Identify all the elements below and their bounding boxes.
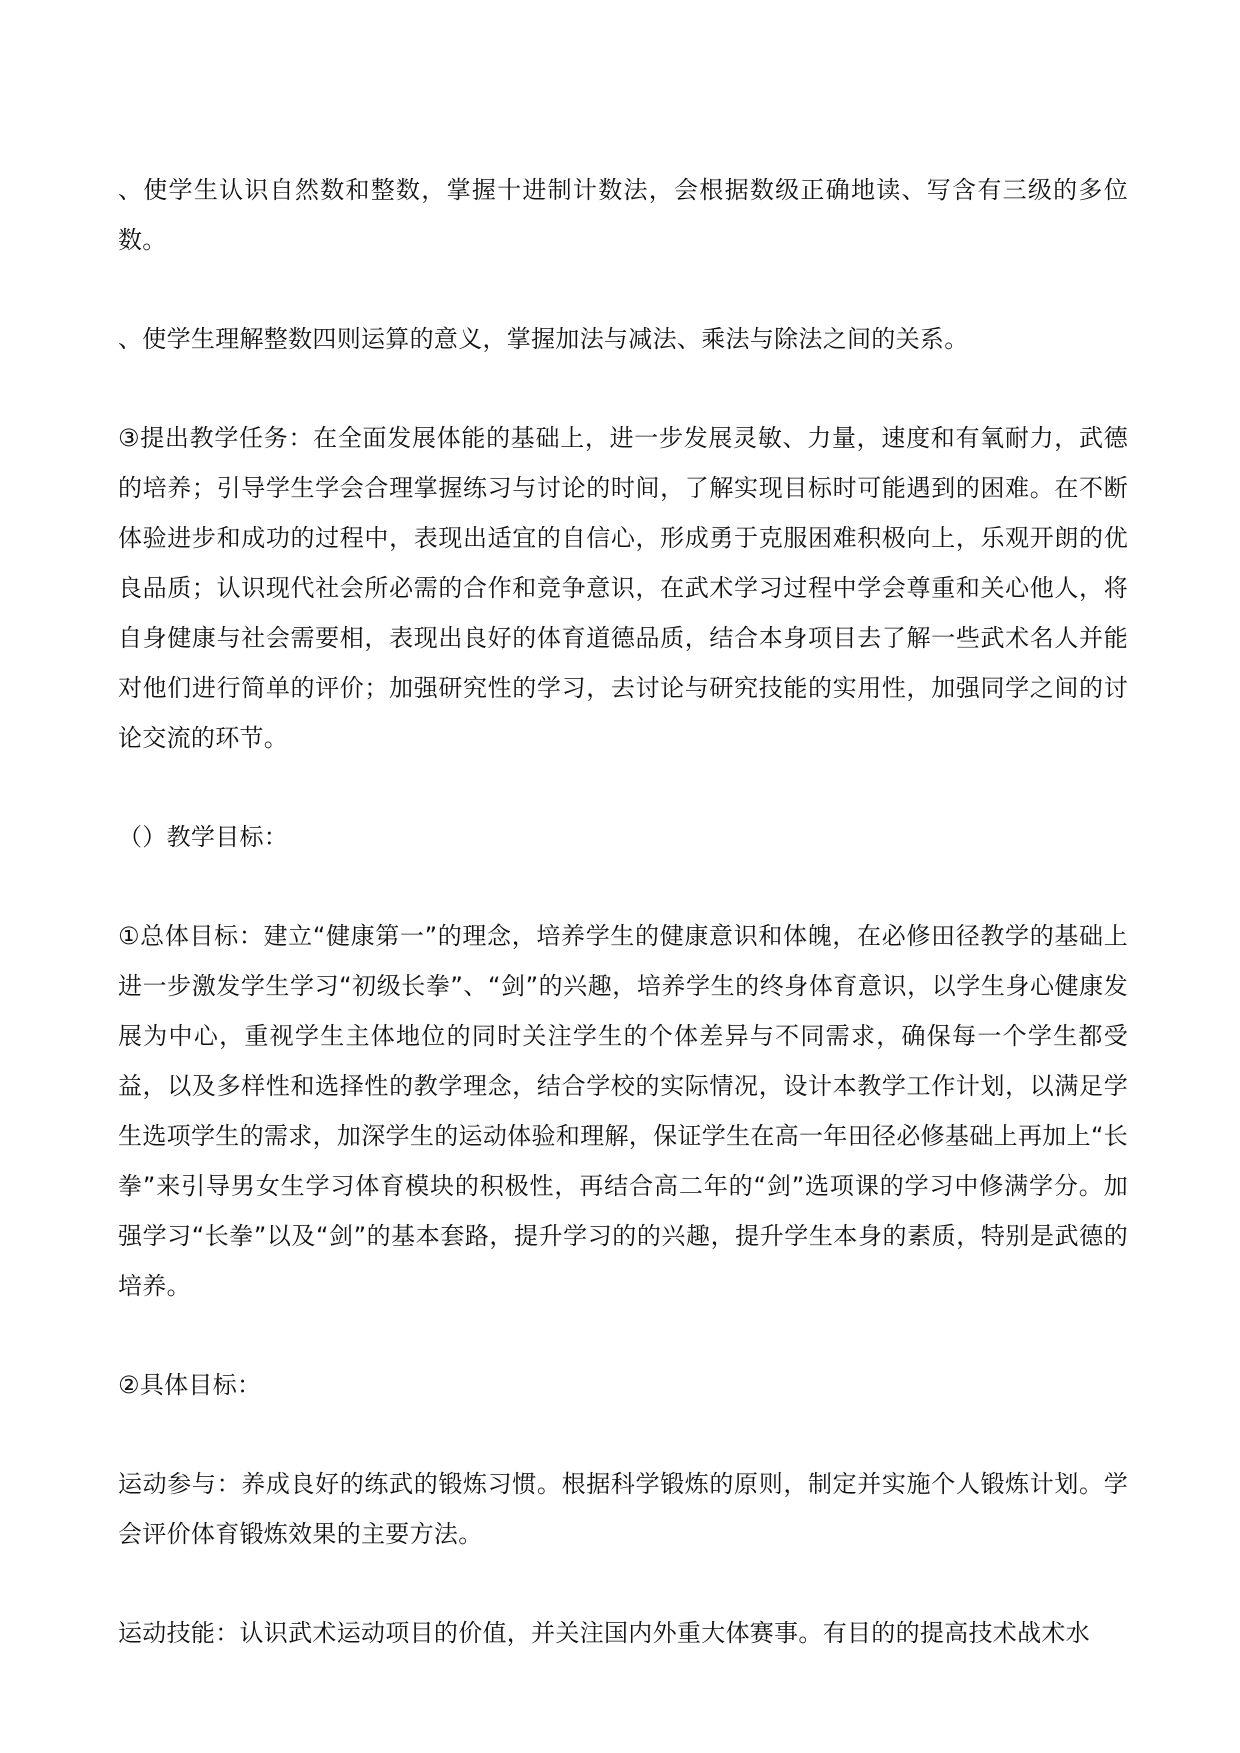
heading-teaching-objectives: （）教学目标： [118, 823, 289, 851]
paragraph-goal-arithmetic: 、使学生理解整数四则运算的意义，掌握加法与减法、乘法与除法之间的关系。 [118, 325, 969, 353]
paragraph-goal-natural-numbers: 、使学生认识自然数和整数，掌握十进制计数法，会根据数级正确地读、写含有三级的多位数。 [118, 176, 1128, 254]
paragraph-overall-objective: ①总体目标：建立“健康第一”的理念，培养学生的健康意识和体魄，在必修田径教学的基础上进一步激发学生学习“初级长拳”、“剑”的兴趣，培养学生的终身体育意识，以学生身心健康发展为中心，重视学生主体地位的同时关注学生的个体差异与不同需求，确保每一个学生都受益，以及多样性和选择性的教学理念，结合学校的实际情况，设计本教学工作计划，以满足学生选项学生的需求，加深学生的运动体验和理解，保证学生在高一年田径必修基础上再加上“长拳”来引导男女生学习体育模块的积极性，再结合高二年的“剑”选项课的学习中修满学分。加强学习“长拳”以及“剑”的基本套路，提升学习的的兴趣，提升学生本身的素质，特别是武德的培养。 [118, 922, 1128, 1300]
paragraph-sports-skills: 运动技能：认识武术运动项目的价值，并关注国内外重大体赛事。有目的的提高技术战术水 [118, 1619, 1090, 1647]
paragraph-sports-participation: 运动参与：养成良好的练武的锻炼习惯。根据科学锻炼的原则，制定并实施个人锻炼计划。学会评价体育锻炼效果的主要方法。 [118, 1470, 1128, 1548]
heading-specific-objectives: ②具体目标： [118, 1371, 262, 1399]
document-body [118, 165, 1128, 1707]
paragraph-teaching-tasks: ③提出教学任务：在全面发展体能的基础上，进一步发展灵敏、力量，速度和有氧耐力，武德的培养；引导学生学会合理掌握练习与讨论的时间，了解实现目标时可能遇到的困难。在不断体验进步和成功的过程中，表现出适宜的自信心，形成勇于克服困难积极向上，乐观开朗的优良品质；认识现代社会所必需的合作和竞争意识，在武术学习过程中学会尊重和关心他人，将自身健康与社会需要相，表现出良好的体育道德品质，结合本身项目去了解一些武术名人并能对他们进行简单的评价；加强研究性的学习，去讨论与研究技能的实用性，加强同学之间的讨论交流的环节。 [118, 424, 1128, 752]
